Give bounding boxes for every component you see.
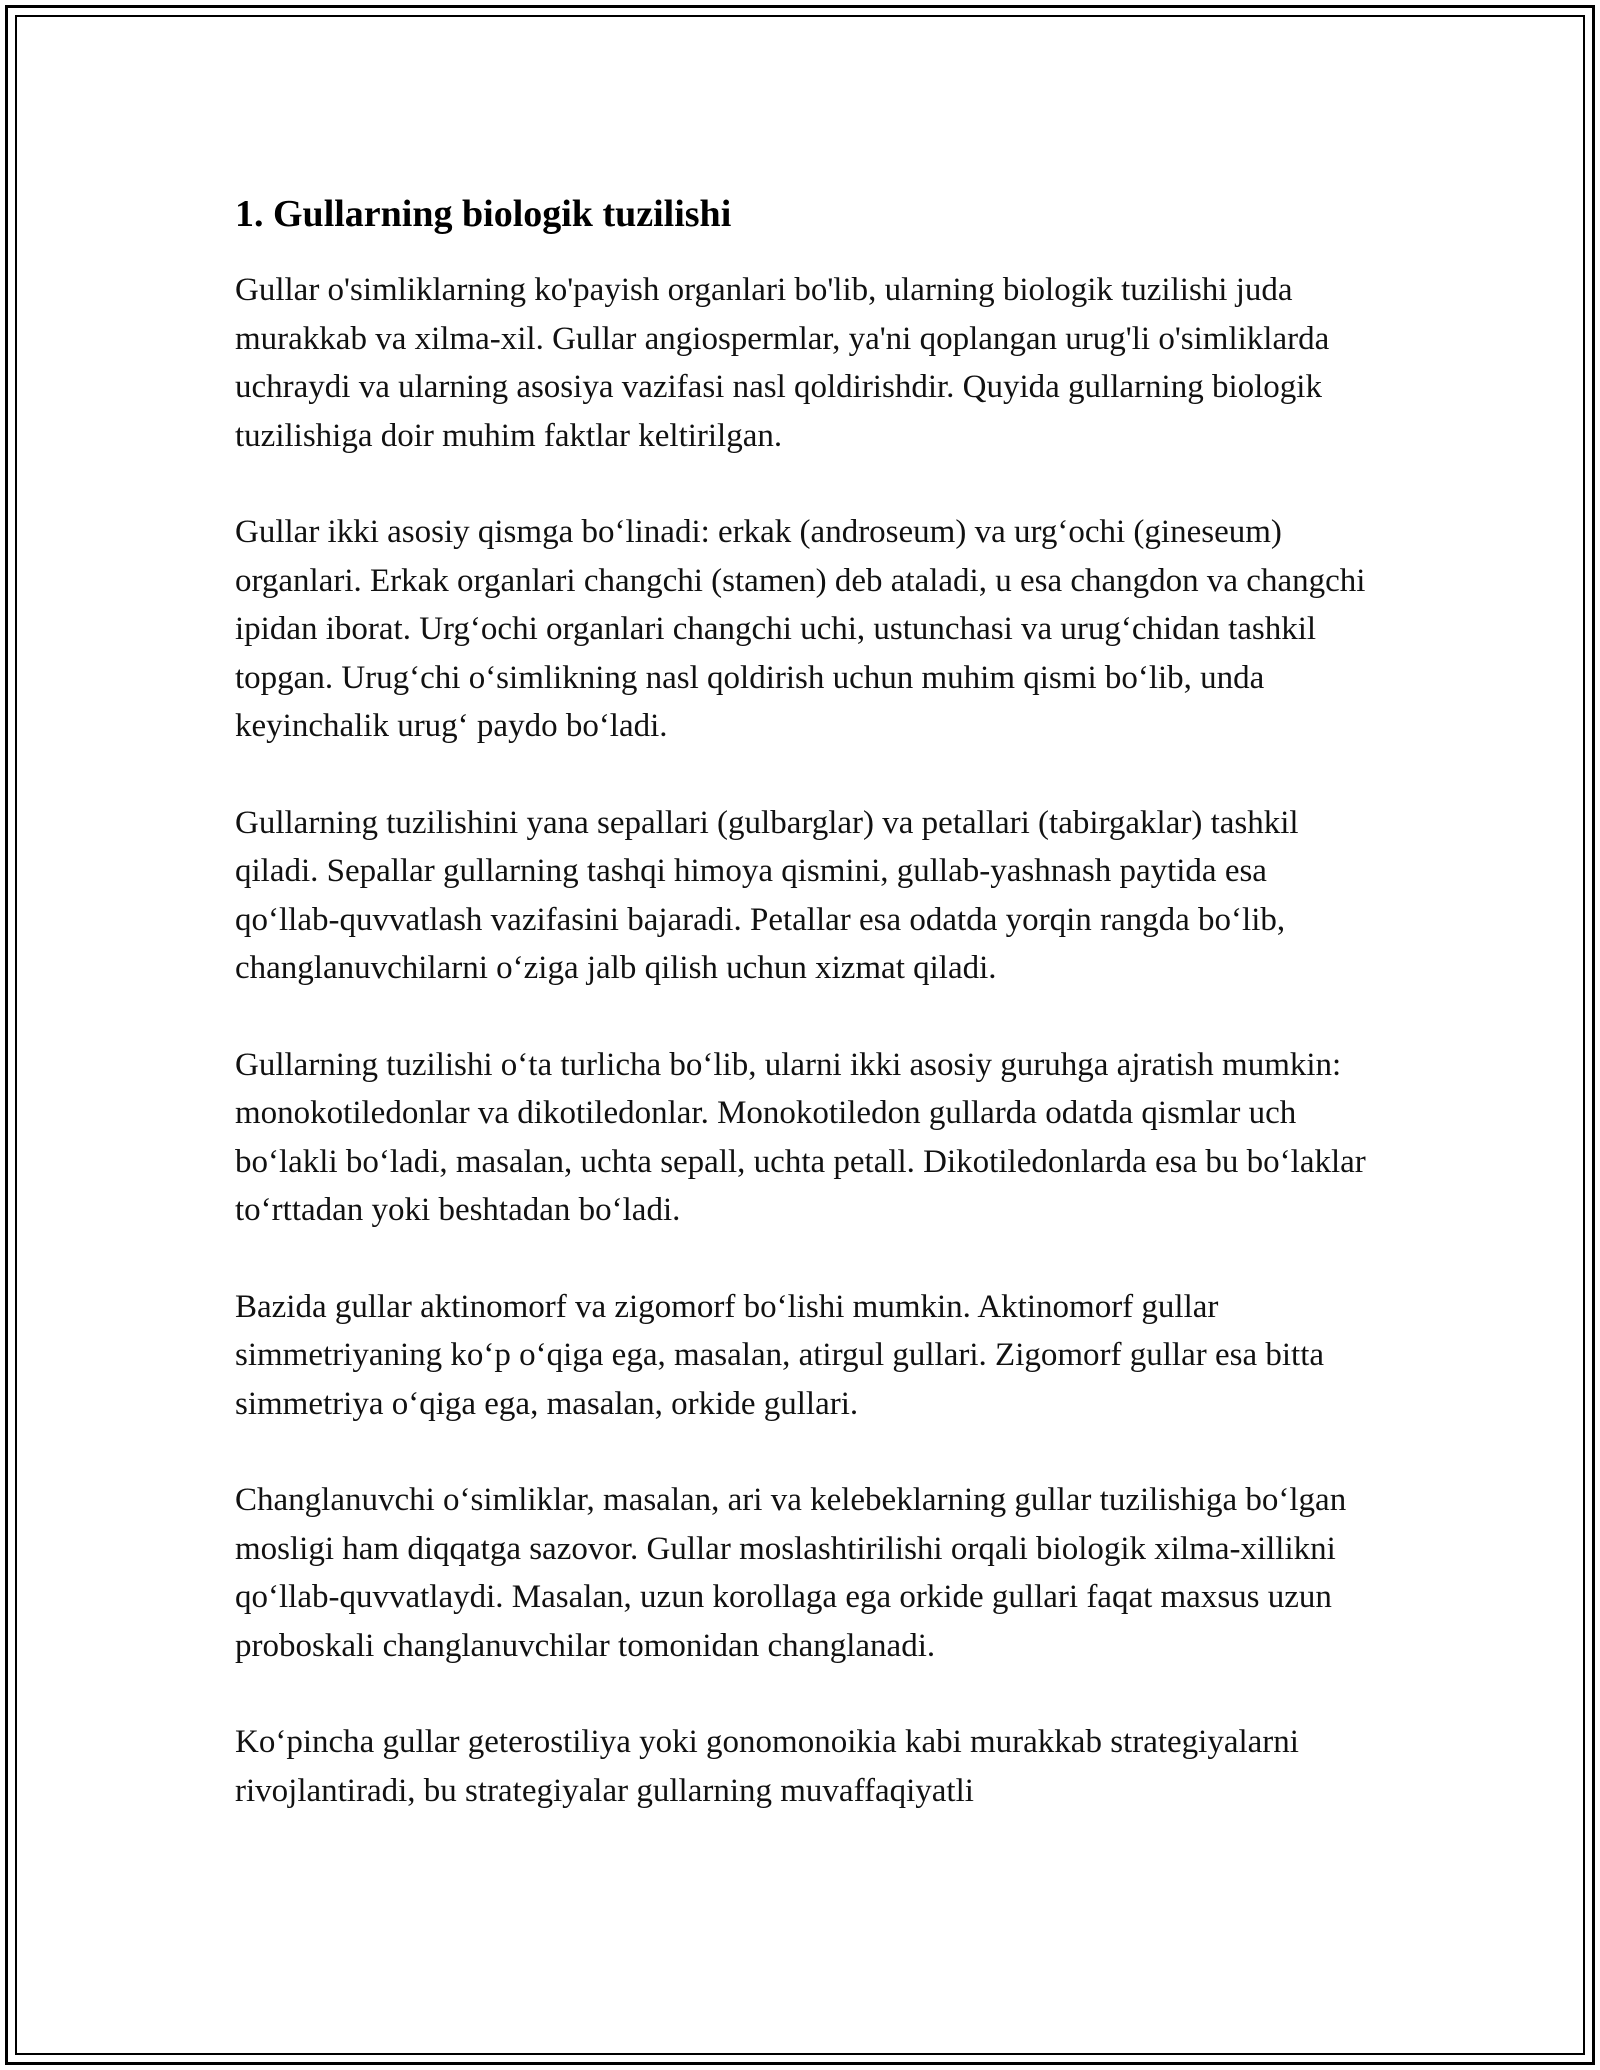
paragraph-organs: Gullar ikki asosiy qismga bo‘linadi: erkak (androseum) va urg‘ochi (gineseum) organlari. Erkak organlari changchi (stamen) deb ataladi, u esa changdon va changchi ipidan iborat. Urg‘ochi organlari changchi uchi, ustunchasi va urug‘chidan tashkil topgan. Urug‘chi o‘simlikning nasl qoldirish uchun muhim qismi bo‘lib, unda keyinchalik urug‘ paydo bo‘ladi. [235,514,1366,744]
paragraph-mono-dicot: Gullarning tuzilishi o‘ta turlicha bo‘lib, ularni ikki asosiy guruhga ajratish mumkin: monokotiledonlar va dikotiledonlar. Monokotiledon gullarda odatda qismlar uch bo‘lakli bo‘ladi, masalan, uchta sepall, uchta petall. Dikotiledonlarda esa bu bo‘laklar to‘rttadan yoki beshtadan bo‘ladi. [235,1046,1366,1228]
paragraph-pollinators: Changlanuvchi o‘simliklar, masalan, ari va kelebeklarning gullar tuzilishiga bo‘lgan mosligi ham diqqatga sazovor. Gullar moslashtirilishi orqali biologik xilma-xillikni qo‘llab-quvvatlaydi. Masalan, uzun korollaga ega orkide gullari faqat maxsus uzun proboskali changlanuvchilar tomonidan changlanadi. [235,1482,1347,1664]
paragraph-intro: Gullar o'simliklarning ko'payish organlari bo'lib, ularning biologik tuzilishi juda murakkab va xilma-xil. Gullar angiospermlar, ya'ni qoplangan urug'li o'simliklarda uchraydi va ularning asosiya vazifasi nasl qoldirishdir. Quyida gullarning biologik tuzilishiga doir muhim faktlar keltirilgan. [235,272,1330,454]
paragraph-strategies: Ko‘pincha gullar geterostiliya yoki gonomonoikia kabi murakkab strategiyalarni rivojlantiradi, bu strategiyalar gullarning muvaffaqiyatli [235,1724,1299,1809]
paragraph-symmetry: Bazida gullar aktinomorf va zigomorf bo‘lishi mumkin. Aktinomorf gullar simmetriyaning ko‘p o‘qiga ega, masalan, atirgul gullari. Zigomorf gullar esa bitta simmetriya o‘qiga ega, masalan, orkide gullari. [235,1288,1325,1422]
section-heading: 1. Gullarning biologik tuzilishi [235,193,732,235]
document-body [235,190,1375,1863]
paragraph-sepals-petals: Gullarning tuzilishini yana sepallari (gulbarglar) va petallari (tabirgaklar) tashkil qiladi. Sepallar gullarning tashqi himoya qismini, gullab-yashnash paytida esa qo‘llab-quvvatlash vazifasini bajaradi. Petallar esa odatda yorqin rangda bo‘lib, changlanuvchilarni o‘ziga jalb qilish uchun xizmat qiladi. [235,804,1299,986]
